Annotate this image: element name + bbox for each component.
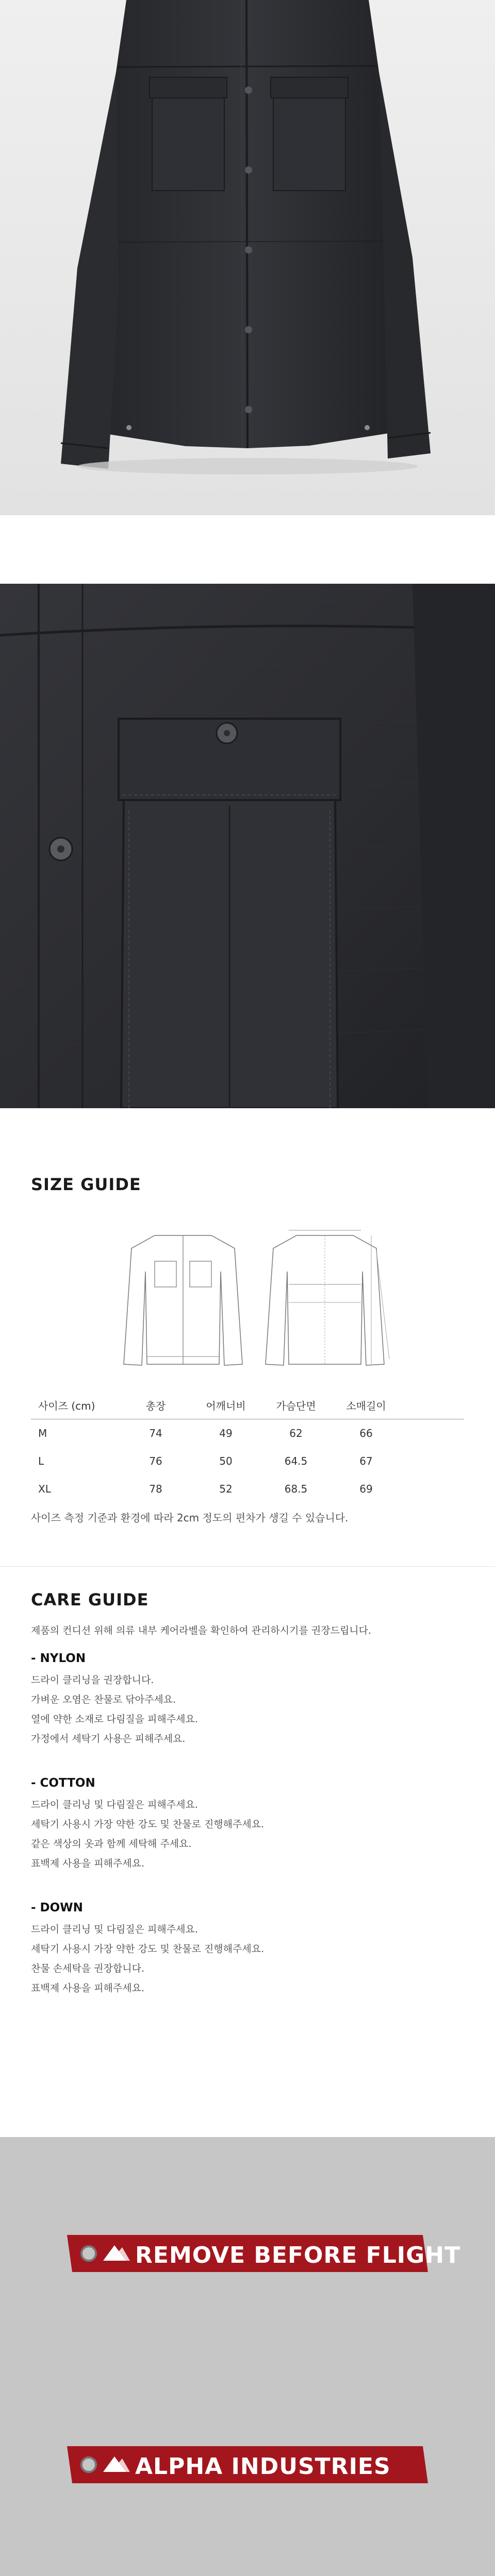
size-guide-title: SIZE GUIDE — [31, 1175, 141, 1194]
care-nylon — [31, 1652, 198, 1749]
length-col-header: 총장 — [145, 1399, 166, 1412]
front-flat-sketch — [119, 1225, 248, 1375]
care-guide-title: CARE GUIDE — [31, 1590, 149, 1609]
sleeve-cell: 69 — [359, 1483, 373, 1495]
size-diagrams — [0, 1215, 495, 1400]
tag-alpha-industries — [67, 2446, 428, 2483]
tag-remove-before-flight — [67, 2235, 460, 2272]
jacket-photo — [0, 0, 495, 515]
care-line: 표백제 사용을 피해주세요. — [31, 1858, 145, 1869]
care-line: 세탁기 사용시 가장 약한 강도 및 찬물로 진행해주세요. — [31, 1819, 265, 1830]
table-row — [31, 1419, 464, 1447]
care-line: 세탁기 사용시 가장 약한 강도 및 찬물로 진행해주세요. — [31, 1943, 265, 1955]
size-table — [31, 1391, 464, 1503]
care-line: 드라이 클리닝 및 다림질은 피해주세요. — [31, 1924, 198, 1935]
ribbon-tags-illustration — [0, 2137, 495, 2576]
care-line: 드라이 클리닝을 권장합니다. — [31, 1674, 154, 1686]
tag1-text: REMOVE BEFORE FLIGHT — [135, 2242, 461, 2268]
size-table-header — [31, 1391, 464, 1419]
shoulder-cell: 50 — [219, 1455, 233, 1467]
care-down-title: - DOWN — [31, 1901, 83, 1914]
chest-cell: 64.5 — [284, 1455, 308, 1467]
length-cell: 74 — [149, 1427, 162, 1439]
care-line: 가정에서 세탁기 사용은 피해주세요. — [31, 1733, 186, 1744]
care-line: 드라이 클리닝 및 다림질은 피해주세요. — [31, 1799, 198, 1810]
shoulder-cell: 52 — [219, 1483, 233, 1495]
pocket-illustration — [0, 584, 495, 1108]
pocket-closeup-photo — [0, 584, 495, 1108]
sleeve-col-header: 소매길이 — [346, 1399, 386, 1412]
care-cotton — [31, 1776, 264, 1873]
size-cell: M — [38, 1427, 47, 1439]
back-flat-sketch — [258, 1225, 392, 1375]
size-guide-section — [0, 1175, 495, 1524]
care-line: 가벼운 오염은 찬물로 닦아주세요. — [31, 1694, 176, 1705]
table-row — [31, 1447, 464, 1475]
chest-col-header: 가슴단면 — [276, 1399, 316, 1412]
ribbon-tags-photo — [0, 2137, 495, 2576]
care-down — [31, 1901, 264, 1998]
size-note: 사이즈 측정 기준과 환경에 따라 2cm 정도의 편차가 생길 수 있습니다. — [31, 1512, 349, 1524]
size-cell: XL — [38, 1483, 51, 1495]
care-intro: 제품의 컨디션 위해 의류 내부 케어라벨을 확인하여 관리하시기를 권장드립니다. — [31, 1625, 372, 1636]
care-cotton-title: - COTTON — [31, 1776, 95, 1790]
size-cell: L — [38, 1455, 44, 1467]
length-cell: 78 — [149, 1483, 162, 1495]
tag2-text: ALPHA INDUSTRIES — [135, 2453, 391, 2480]
care-line: 열에 약한 소재로 다림질을 피해주세요. — [31, 1714, 198, 1725]
divider — [0, 1566, 495, 1567]
length-cell: 76 — [149, 1455, 162, 1467]
sleeve-cell: 67 — [359, 1455, 373, 1467]
chest-cell: 68.5 — [284, 1483, 308, 1495]
care-nylon-title: - NYLON — [31, 1652, 86, 1665]
chest-cell: 62 — [289, 1427, 303, 1439]
shoulder-col-header: 어깨너비 — [206, 1399, 246, 1412]
jacket-illustration — [0, 0, 495, 515]
care-line: 표백제 사용을 피해주세요. — [31, 1982, 145, 1994]
care-line: 같은 색상의 옷과 함께 세탁해 주세요. — [31, 1838, 192, 1850]
shoulder-cell: 49 — [219, 1427, 233, 1439]
care-guide-section — [0, 1590, 495, 1994]
table-row — [31, 1475, 464, 1503]
sleeve-cell: 66 — [359, 1427, 373, 1439]
size-col-header: 사이즈 (cm) — [38, 1399, 95, 1412]
care-line: 찬물 손세탁을 권장합니다. — [31, 1963, 145, 1974]
